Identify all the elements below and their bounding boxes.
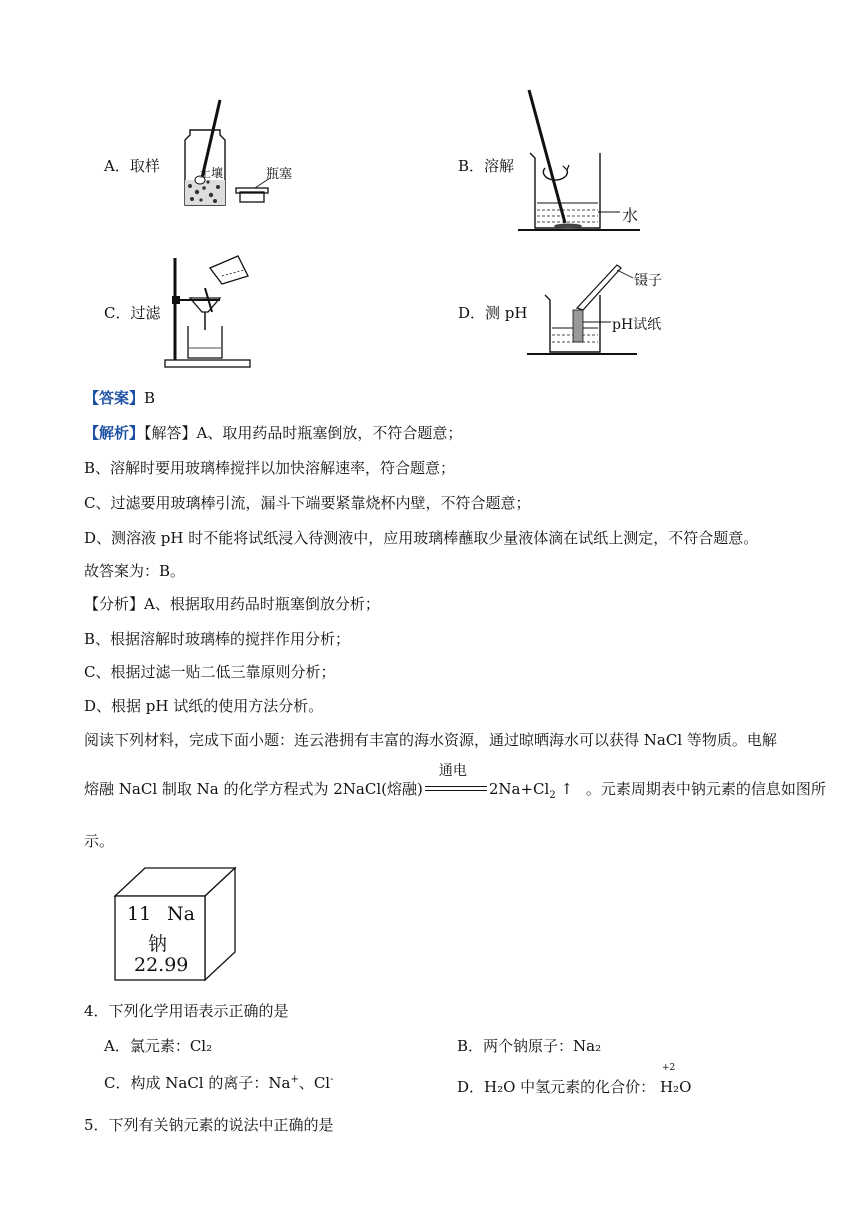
q4-option-d-pre: D．H₂O 中氢元素的化合价：	[457, 1078, 656, 1096]
gas-arrow: ↑	[560, 780, 574, 798]
reading-line-1: 阅读下列材料，完成下面小题：连云港拥有丰富的海水资源，通过晾晒海水可以获得 NaCl 等物质。电解	[84, 731, 777, 749]
option-a-label: A．取样	[104, 157, 160, 175]
stopper-label: 瓶塞	[266, 167, 293, 182]
answer-value: B	[144, 389, 156, 407]
element-name: 钠	[148, 933, 168, 955]
q5-stem: 5．下列有关钠元素的说法中正确的是	[84, 1116, 334, 1134]
q4-option-c-mid: 、Cl	[298, 1074, 331, 1092]
option-d-label: D．测 pH	[458, 304, 528, 322]
reading-line-3: 示。	[84, 832, 115, 850]
ph-paper-label: pH试纸	[612, 317, 662, 333]
equation-condition-text: 通电	[438, 763, 467, 779]
analysis-intro	[84, 422, 462, 443]
q4-option-c-sup1: +	[290, 1074, 299, 1085]
q4-option-b[interactable]: B．两个钠原子：Na₂	[457, 1037, 602, 1055]
option-c-label: C．过滤	[104, 304, 161, 322]
element-symbol: Na	[167, 903, 195, 925]
q4-option-d[interactable]	[457, 1063, 692, 1097]
equation-right: 2Na+Cl	[488, 780, 550, 798]
chemical-equation	[333, 763, 574, 801]
water-formula: H₂O	[659, 1078, 692, 1096]
q4-option-c-sup2: -	[330, 1074, 334, 1085]
analysis-line: 故答案为：B。	[84, 562, 186, 580]
option-b-label: B．溶解	[458, 157, 515, 175]
equation-left: 2NaCl(熔融)	[333, 780, 423, 798]
analysis-line: 【分析】A、根据取用药品时瓶塞倒放分析；	[84, 595, 380, 613]
q4-option-c[interactable]	[104, 1072, 334, 1093]
atomic-number: 11	[127, 903, 152, 925]
soil-label: 土壤	[199, 166, 224, 180]
analysis-line: B、根据溶解时玻璃棒的搅拌作用分析；	[84, 630, 351, 648]
q4-option-c-pre: C．构成 NaCl 的离子：Na	[104, 1074, 291, 1092]
answer-line	[84, 387, 155, 408]
q4-option-a[interactable]: A．氯元素：Cl₂	[104, 1037, 213, 1055]
valence-formula	[659, 1063, 692, 1096]
q4-stem: 4．下列化学用语表示正确的是	[84, 1002, 289, 1020]
filtration-apparatus-illustration	[160, 248, 260, 373]
reading-line-2-post: 。元素周期表中钠元素的信息如图所	[585, 780, 826, 798]
reading-line-2	[84, 763, 826, 801]
equation-condition	[425, 763, 487, 794]
analysis-tag: 【解析】	[84, 424, 145, 442]
sampling-jar-illustration	[170, 100, 293, 210]
analysis-line: C、根据过滤一贴二低三靠原则分析；	[84, 663, 336, 681]
atomic-mass: 22.99	[134, 954, 189, 976]
answer-tag: 【答案】	[84, 389, 145, 407]
analysis-line: C、过滤要用玻璃棒引流，漏斗下端要紧靠烧杯内壁，不符合题意；	[84, 494, 531, 512]
reading-line-2-pre: 熔融 NaCl 制取 Na 的化学方程式为	[84, 780, 329, 798]
water-label: 水	[622, 206, 639, 225]
analysis-intro-text: 【解答】A、取用药品时瓶塞倒放，不符合题意；	[144, 424, 463, 442]
equation-sub: 2	[549, 790, 556, 801]
tweezers-label: 镊子	[634, 273, 662, 289]
valence-mark: +2	[661, 1063, 676, 1073]
analysis-line: B、溶解时要用玻璃棒搅拌以加快溶解速率，符合题意；	[84, 459, 456, 477]
analysis-line: D、根据 pH 试纸的使用方法分析。	[84, 697, 324, 715]
analysis-line: D、测溶液 pH 时不能将试纸浸入待测液中，应用玻璃棒蘸取少量液体滴在试纸上测定，不符合题意。	[84, 529, 759, 547]
